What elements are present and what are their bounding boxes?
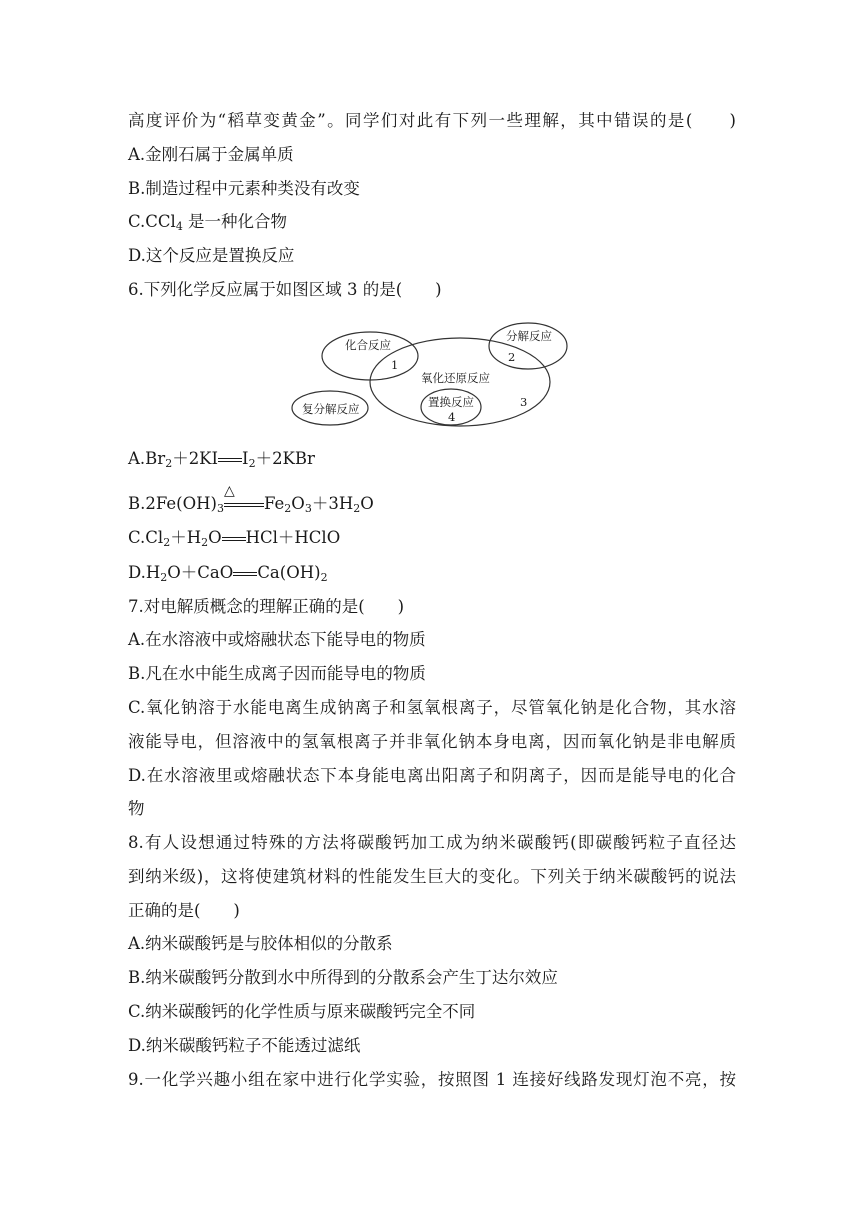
q8-option-b: B.纳米碳酸钙分散到水中所得到的分散系会产生丁达尔效应 bbox=[128, 968, 558, 987]
q5-option-d: D.这个反应是置换反应 bbox=[128, 246, 295, 265]
reaction-type-venn-diagram bbox=[288, 318, 572, 430]
q7-stem: 7.对电解质概念的理解正确的是( ) bbox=[128, 597, 405, 616]
label-displacement: 置换反应 bbox=[428, 395, 474, 409]
q6-stem: 6.下列化学反应属于如图区域 3 的是( ) bbox=[128, 280, 442, 299]
q8-option-c: C.纳米碳酸钙的化学性质与原来碳酸钙完全不同 bbox=[128, 1002, 476, 1021]
heat-symbol: △ bbox=[224, 483, 235, 499]
label-region-2: 2 bbox=[508, 350, 516, 364]
q8-stem-line3: 正确的是( ) bbox=[128, 901, 240, 920]
label-region-1: 1 bbox=[391, 358, 399, 372]
q9-stem-line1: 9.一化学兴趣小组在家中进行化学实验，按照图 1 连接好线路发现灯泡不亮，按 bbox=[128, 1070, 736, 1089]
label-region-3: 3 bbox=[520, 395, 528, 409]
q8-stem-line2: 到纳米级)，这将使建筑材料的性能发生巨大的变化。下列关于纳米碳酸钙的说法 bbox=[128, 867, 736, 886]
equals-sign bbox=[218, 457, 242, 463]
label-redox: 氧化还原反应 bbox=[421, 371, 490, 385]
q7-option-c-line2: 液能导电，但溶液中的氢氧根离子并非氧化钠本身电离，因而氧化钠是非电解质 bbox=[128, 732, 736, 751]
q6-option-a: $A.Br_2+2KI$ $I_2+2KBr$ bbox=[128, 449, 315, 470]
q5-option-b: B.制造过程中元素种类没有改变 bbox=[128, 179, 360, 198]
q5-option-a: A.金刚石属于金属单质 bbox=[128, 145, 294, 164]
equals-sign bbox=[233, 571, 257, 577]
q6-option-d: $D.H_2O+CaO$ $Ca(OH)_2$ bbox=[128, 563, 328, 584]
q8-option-d: D.纳米碳酸钙粒子不能透过滤纸 bbox=[128, 1036, 361, 1055]
q8-stem-line1: 8.有人设想通过特殊的方法将碳酸钙加工成为纳米碳酸钙(即碳酸钙粒子直径达 bbox=[128, 833, 736, 852]
q6-option-c: $C.Cl_2+H_2O$ HCl＋HClO bbox=[128, 528, 341, 549]
label-decomposition: 分解反应 bbox=[506, 329, 552, 343]
q5-option-c: C.CCl$_4$ 是一种化合物 bbox=[128, 212, 288, 233]
q7-option-d-line1: D.在水溶液里或熔融状态下本身能电离出阳离子和阴离子，因而是能导电的化合 bbox=[128, 766, 736, 785]
q7-option-d-line2: 物 bbox=[128, 799, 145, 818]
q6-option-b: $B.2Fe(OH)_3$ $Fe_2O_3+3H_2O$ bbox=[128, 494, 374, 515]
q7-option-b: B.凡在水中能生成离子因而能导电的物质 bbox=[128, 664, 426, 683]
q8-option-a: A.纳米碳酸钙是与胶体相似的分散系 bbox=[128, 934, 393, 953]
label-combination: 化合反应 bbox=[345, 338, 391, 352]
equals-sign bbox=[224, 502, 264, 508]
label-region-4: 4 bbox=[448, 410, 456, 424]
q7-option-a: A.在水溶液中或熔融状态下能导电的物质 bbox=[128, 630, 426, 649]
q5-stem-tail: 高度评价为“稻草变黄金”。同学们对此有下列一些理解，其中错误的是( ) bbox=[128, 111, 736, 130]
equals-sign bbox=[222, 536, 246, 542]
q7-option-c-line1: C.氧化钠溶于水能电离生成钠离子和氢氧根离子，尽管氧化钠是化合物，其水溶 bbox=[128, 698, 736, 717]
label-double-displacement: 复分解反应 bbox=[302, 402, 360, 416]
